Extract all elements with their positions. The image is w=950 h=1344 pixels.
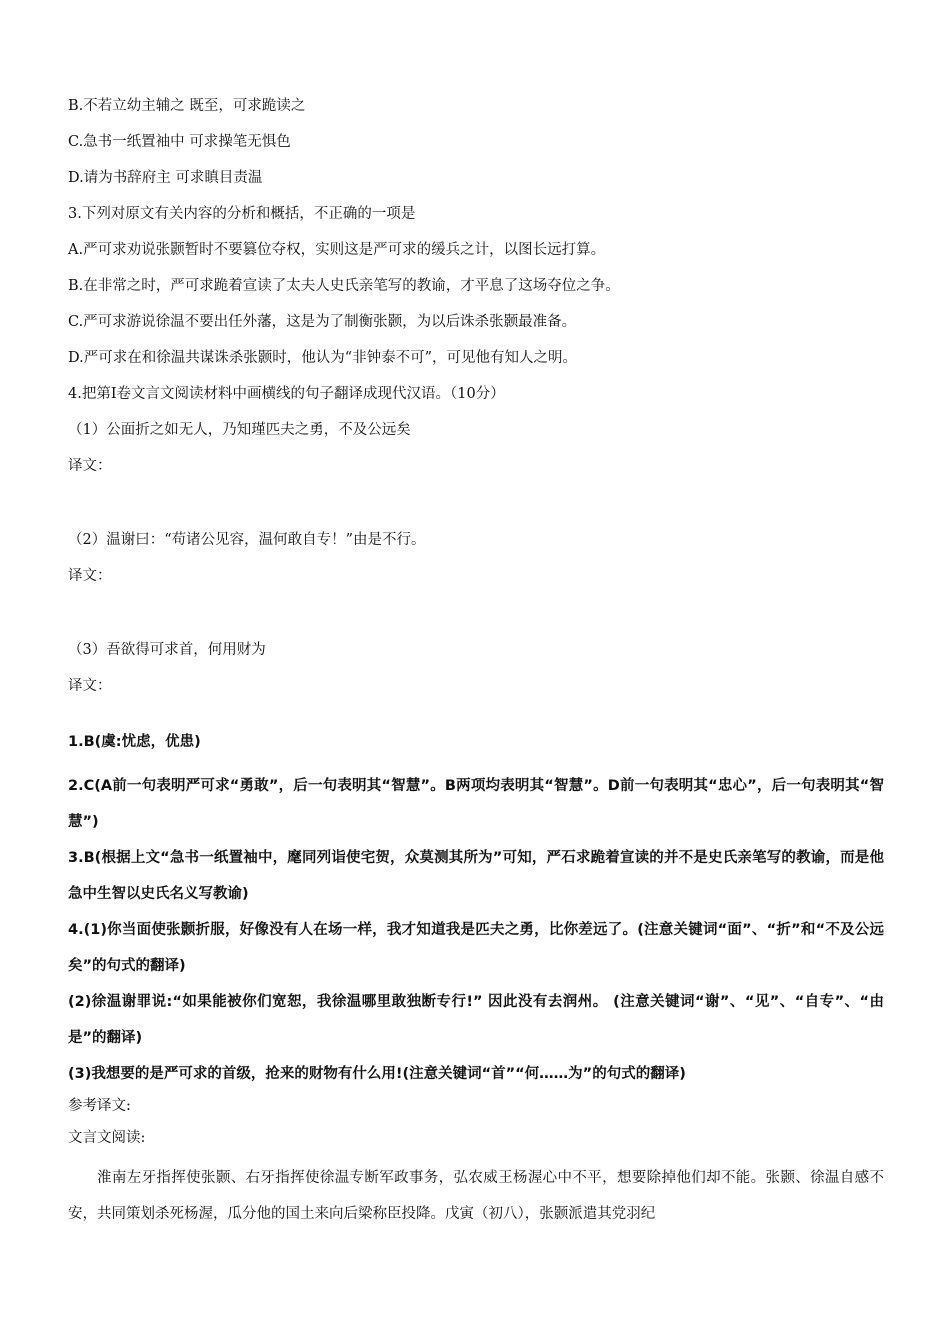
question-3-option-a: A.严可求劝说张颢暂时不要篡位夺权，实则这是严可求的缓兵之计，以图长远打算。 — [68, 242, 606, 258]
document-content — [68, 96, 884, 1232]
translation-label-3: 译文： — [68, 678, 112, 694]
option-b: B.不若立幼主辅之 既至，可求跪读之 — [68, 98, 306, 114]
translation-label-2: 译文： — [68, 568, 112, 584]
answer-3: 3.B(根据上文“急书一纸置袖中，麾同列诣使宅贺，众莫测其所为”可知，严石求跪着宣读的并不是史氏亲笔写的教谕，而是他急中生智以史氏名义写教谕) — [68, 850, 884, 902]
reference-subheading: 文言文阅读: — [68, 1130, 146, 1146]
answer-1: 1.B(虞:忧虑，优患) — [68, 734, 201, 750]
question-3-stem: 3.下列对原文有关内容的分析和概括，不正确的一项是 — [68, 206, 416, 222]
question-3-option-c: C.严可求游说徐温不要出任外藩，这是为了制衡张颢，为以后诛杀张颢最准备。 — [68, 314, 577, 330]
answer-key — [68, 732, 884, 1092]
question-4-sentence-2: （2）温谢曰：“苟诸公见容，温何敢自专！”由是不行。 — [68, 532, 426, 548]
translation-label-1: 译文： — [68, 458, 112, 474]
reference-paragraph: 淮南左牙指挥使张颢、右牙指挥使徐温专断军政事务，弘农威王杨渥心中不平，想要除掉他们却不能。张颢、徐温自感不安，共同策划杀死杨渥，瓜分他的国土来向后梁称臣投降。戊寅（初八），张颢派遣其党羽纪 — [68, 1170, 884, 1222]
question-4-sentence-3: （3）吾欲得可求首，何用财为 — [68, 642, 266, 658]
question-4-sentence-1: （1）公面折之如无人，乃知瑾匹夫之勇，不及公远矣 — [68, 422, 411, 438]
question-3-option-b: B.在非常之时，严可求跪着宣读了太夫人史氏亲笔写的教谕，才平息了这场夺位之争。 — [68, 278, 620, 294]
answer-4-2: (2)徐温谢罪说:“如果能被你们宽恕，我徐温哪里敢独断专行!” 因此没有去润州。 (注意关键词“谢”、“见”、“自专”、“由是”的翻译) — [68, 994, 884, 1046]
answer-4-3: (3)我想要的是严可求的首级，抢来的财物有什么用!(注意关键词“首”“何……为”的句式的翻译) — [68, 1066, 686, 1082]
option-c: C.急书一纸置袖中 可求操笔无惧色 — [68, 134, 291, 150]
question-3-option-d: D.严可求在和徐温共谋诛杀张颢时，他认为“非钟泰不可”，可见他有知人之明。 — [68, 350, 578, 366]
option-d: D.请为书辞府主 可求瞋目责温 — [68, 170, 263, 186]
question-4-stem: 4.把第Ⅰ卷文言文阅读材料中画横线的句子翻译成现代汉语。（10分） — [68, 386, 505, 402]
reference-heading: 参考译文: — [68, 1098, 131, 1114]
answer-2: 2.C(A前一句表明严可求“勇敢”，后一句表明其“智慧”。B两项均表明其“智慧”。D前一句表明其“忠心”，后一句表明其“智慧”) — [68, 778, 884, 830]
answer-4-1: 4.(1)你当面使张颢折服，好像没有人在场一样，我才知道我是匹夫之勇，比你差远了。(注意关键词“面”、“折”和“不及公远矣”的句式的翻译) — [68, 922, 884, 974]
